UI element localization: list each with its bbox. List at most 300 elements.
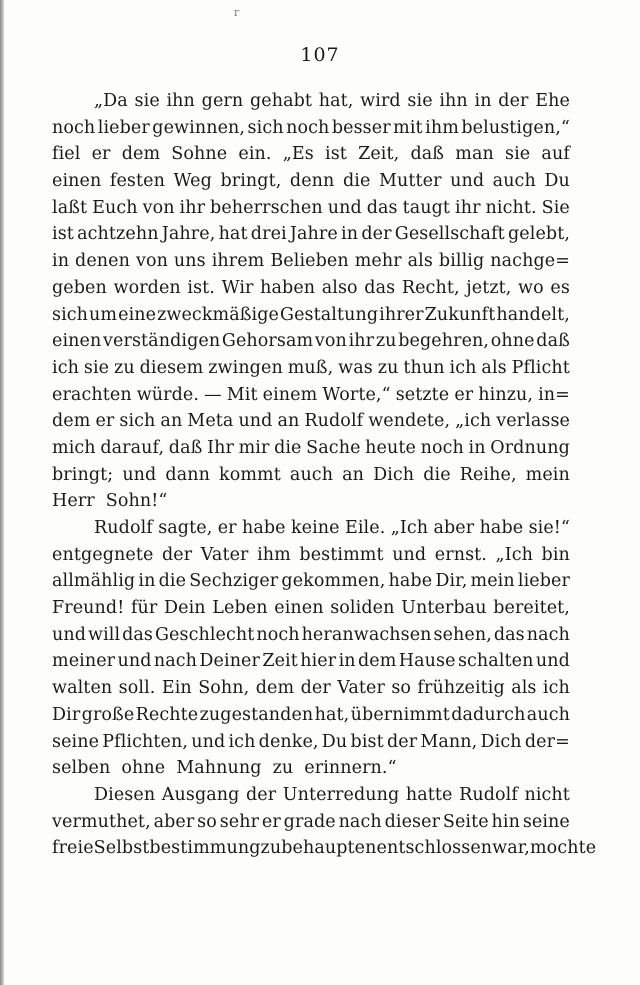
word: verständigen [103,331,221,352]
word: wo [518,277,544,298]
text-line [52,755,570,782]
word: Diesen [94,784,156,805]
word: Vater [337,678,385,699]
word: Hause [398,651,456,672]
word: Mutter [378,171,442,192]
word: denn [289,171,335,192]
word: meiner [52,651,116,672]
word: zu [377,357,399,378]
word: Recht, [401,277,460,298]
text-line [52,702,570,729]
word: und [392,544,427,565]
text-line [52,462,570,489]
text-line [52,782,570,809]
word: der [162,544,193,565]
word: also [321,277,358,298]
word: er [454,384,474,405]
word: Mann, [420,731,478,752]
word: und [191,731,226,752]
word: ihr [179,197,206,218]
word: als [407,251,433,272]
word: entgegnete [52,544,154,565]
word: freie [52,838,94,859]
word: ich [228,731,256,752]
word: geben [52,277,107,298]
word: und [450,171,485,192]
word: man [455,144,494,165]
word: Gestaltung [280,304,379,325]
word: eine [118,304,157,325]
word: denke, [258,731,319,752]
word: ich [449,357,477,378]
word: nicht. [485,197,537,218]
word: sie [407,91,433,111]
word: Rudolf [94,518,153,538]
word: von [135,251,168,272]
word: ihrem [211,251,265,272]
word: in [468,437,486,458]
word: dieser [384,811,441,832]
word: sie [134,91,160,111]
word: das [122,624,154,645]
word: muß, [287,357,334,378]
word: seine [52,731,100,752]
word: selben [52,758,111,779]
word: von [142,197,175,218]
text-line [52,221,570,248]
word: Jahre [289,224,338,245]
word: Rudolf [304,411,364,432]
word: als [511,678,537,699]
word: Dein [164,598,206,619]
word: zu [260,838,282,859]
word: Zeit, [358,144,400,165]
word: war, [492,838,530,859]
word: jetzt, [466,277,512,298]
word: behaupten [281,838,377,859]
word: schalten [457,651,534,672]
word: hin [491,811,520,832]
scan-mark: г [234,6,240,19]
word: ich [52,357,79,378]
word: in [52,251,70,272]
word: ihrer [379,304,424,325]
word: Mit [226,384,258,405]
word: zweckmäßige [157,304,280,325]
word: dem [357,651,397,672]
word: Dir [52,704,81,725]
word: Sohn, [198,678,250,699]
word: einem [262,384,318,405]
word: will [87,624,121,645]
word: er [261,811,281,832]
text-line [52,675,570,702]
word: Pflicht [511,357,570,378]
word: ein. [238,144,272,165]
word: und [535,651,570,672]
word: dem [255,678,295,699]
word: Rechte [135,704,199,725]
word: habe [479,518,524,538]
word: haben [260,277,316,298]
word: mein [525,464,570,485]
word: für [130,598,158,619]
word: als [481,357,507,378]
text-line [52,355,570,382]
word: dem [52,411,91,432]
word: in [138,571,156,592]
word: übernimmt [350,704,450,725]
word: sich [52,304,89,325]
word: auch [289,464,334,485]
word: sich [119,411,156,432]
text-line [52,622,570,649]
word: soliden [330,598,395,619]
word: besser [331,117,391,138]
word: fiel [52,144,81,165]
word: mochte [529,838,597,859]
word: an [277,411,300,432]
word: sehr [219,811,260,832]
text-line [52,88,570,115]
word: heute [365,437,416,458]
word: vermuthet, [52,811,151,832]
word: Seite [442,811,489,832]
word: frühzeitig [417,678,505,699]
word: dadurch [451,704,526,725]
word: sehen, [433,624,492,645]
word: Dir, [435,571,468,592]
word: verlasse [496,411,570,432]
word: Zeit [262,651,298,672]
word: bringt; [52,464,114,485]
word: dem [121,144,161,165]
word: sagte, [158,518,213,538]
word: auch [526,704,570,725]
word: Pflichten, [102,731,189,752]
word: zu [375,331,397,352]
word: erinnern.“ [304,758,397,779]
word: gekommen, [281,571,386,592]
word: auch [492,171,536,192]
text-line [52,542,570,569]
text-line [52,115,570,142]
word: daß [410,144,445,165]
word: zugestanden [199,704,314,725]
word: ohne [490,331,535,352]
word: Sie [541,197,570,218]
word: ohne [121,758,166,779]
word: Gesellschaft [394,224,505,245]
word: ihn [166,91,195,111]
text-line [52,248,570,275]
word: Leben [212,598,268,619]
word: ihn [439,91,468,111]
word: noch [286,117,330,138]
word: Sohn!“ [105,491,168,512]
word: ist. [187,277,215,298]
word: Weg [173,171,212,192]
word: nach [526,624,570,645]
word: uns [173,251,206,272]
word: der [300,678,331,699]
word: Wir [221,277,254,298]
text-line [52,168,570,195]
word: mich [52,437,96,458]
word: „Es [282,144,314,165]
word: kommt [219,464,281,485]
word: Dich [480,731,522,752]
word: noch [52,117,96,138]
word: Du [321,731,348,752]
word: ist [52,224,74,245]
word: das [493,624,525,645]
word: Zukunft [424,304,496,325]
word: der= [524,731,570,752]
word: sie [83,357,110,378]
word: wird [360,91,401,111]
word: noch [420,437,464,458]
word: um [89,304,118,325]
word: gelebt, [507,224,570,245]
word: ihr [455,197,481,218]
text-line [52,195,570,222]
word: Sohne [171,144,228,165]
word: dann [165,464,210,485]
word: daß [536,331,570,352]
word: mein [470,571,515,592]
word: so [197,811,217,832]
word: Ordnung [490,437,570,458]
word: seine [522,811,570,832]
word: Ausgang [161,784,240,805]
word: und [117,651,152,672]
word: Eile. [344,518,386,538]
word: — [204,384,222,405]
word: lieber [97,117,150,138]
word: wendete, [368,411,451,432]
word: Euch [92,197,138,218]
word: laßt [52,197,88,218]
word: die [342,171,371,192]
word: Ehe [535,91,570,111]
word: Gehorsam [221,331,314,352]
word: bereitet, [493,598,570,619]
word: diesem [139,357,204,378]
word: sie [505,144,531,165]
word: nach [338,811,382,832]
word: mir [238,437,270,458]
word: worden [113,277,181,298]
text-line [52,488,570,515]
word: aber [153,811,195,832]
word: gewinnen, [152,117,246,138]
word: „Ich [495,544,533,565]
word: Dich [373,464,415,485]
word: Unterredung [282,784,400,805]
word: ihr [348,331,375,352]
word: festen [109,171,165,192]
word: hat [218,224,248,245]
word: hat, [318,91,354,111]
word: hat, [314,704,350,725]
word: Geschlecht [154,624,255,645]
word: große [81,704,135,725]
text-line [52,595,570,622]
word: Jahre, [161,224,216,245]
word: thun [403,357,445,378]
word: und [52,624,87,645]
word: sich [247,117,284,138]
word: zu [114,357,135,378]
word: hatte [405,784,453,805]
word: in [474,91,492,111]
word: „Da [94,91,128,111]
word: bestimmt [299,544,384,565]
word: ihm [425,117,459,138]
word: habe [241,518,286,538]
word: an [160,411,183,432]
word: er [91,144,111,165]
word: er [217,518,237,538]
word: Mahnung [176,758,262,779]
word: in [341,224,359,245]
word: ihm [257,544,291,565]
word: Unterbau [401,598,487,619]
word: Herr [52,491,95,512]
word: allmählig [52,571,136,592]
word: Reihe, [459,464,517,485]
word: bist [350,731,384,752]
text-line [52,275,570,302]
word: denen [75,251,130,272]
word: Rudolf [459,784,518,805]
word: sie!“ [528,518,570,538]
word: und [238,411,273,432]
word: ernst. [434,544,487,565]
word: lieber [517,571,570,592]
text-line [52,141,570,168]
word: zwingen [208,357,283,378]
word: walten [52,678,113,699]
word: daß [168,437,203,458]
word: belustigen,“ [461,117,570,138]
word: die [423,464,451,485]
word: begehren, [398,331,490,352]
word: handelt, [496,304,570,325]
text-line [52,302,570,329]
word: das [364,277,396,298]
word: der [361,224,392,245]
word: gern [201,91,244,111]
word: einen [52,171,102,192]
word: Deiner [199,651,260,672]
word: aber [433,518,475,538]
body-text [52,88,597,862]
text-line [52,408,570,435]
word: setzte [395,384,450,405]
word: soll. [118,678,156,699]
word: würde. [136,384,200,405]
word: es [550,277,570,298]
word: so [391,678,412,699]
word: nachge= [490,251,570,272]
word: und [327,197,362,218]
word: Vater [200,544,249,565]
word: zu [272,758,294,779]
word: Ihr [207,437,234,458]
page-number: 107 [300,44,340,66]
word: heranwachsen [301,624,432,645]
word: von [314,331,347,352]
word: und [122,464,157,485]
word: in= [538,384,570,405]
word: „ich [455,411,492,432]
word: taugt [402,197,451,218]
word: Sache [306,437,361,458]
text-line [52,648,570,675]
text-line [52,809,570,836]
word: achtzehn [77,224,159,245]
word: drei [250,224,287,245]
word: Worte,“ [322,384,391,405]
word: was [338,357,373,378]
word: einen [274,598,324,619]
word: in [338,651,356,672]
word: Ein [161,678,192,699]
word: hier [300,651,337,672]
word: noch [256,624,300,645]
word: bringt, [220,171,282,192]
word: Du [544,171,570,192]
word: habe [388,571,433,592]
word: billig [438,251,485,272]
word: Belieben [270,251,349,272]
word: das [366,197,398,218]
word: mit [393,117,423,138]
word: Selbstbestimmung [93,838,261,859]
word: der [246,784,277,805]
word: der [386,731,418,752]
word: grade [283,811,336,832]
word: beherrschen [210,197,323,218]
word: Meta [187,411,234,432]
text-line [52,435,570,462]
word: erachten [52,384,132,405]
word: hinzu, [478,384,534,405]
word: entschlossen [376,838,493,859]
word: nicht [524,784,570,805]
word: er [95,411,115,432]
word: auf [541,144,570,165]
word: Sechziger [189,571,279,592]
word: darauf, [100,437,165,458]
text-line [52,835,597,862]
text-line [52,382,570,409]
word: ist [325,144,347,165]
word: bin [541,544,570,565]
word: Freund! [52,598,125,619]
word: mehr [354,251,402,272]
word: nach [153,651,198,672]
word: einen [52,331,102,352]
word: die [158,571,187,592]
text-line [52,515,570,542]
text-line [52,568,570,595]
word: der [498,91,529,111]
word: an [342,464,365,485]
word: ich [542,678,570,699]
